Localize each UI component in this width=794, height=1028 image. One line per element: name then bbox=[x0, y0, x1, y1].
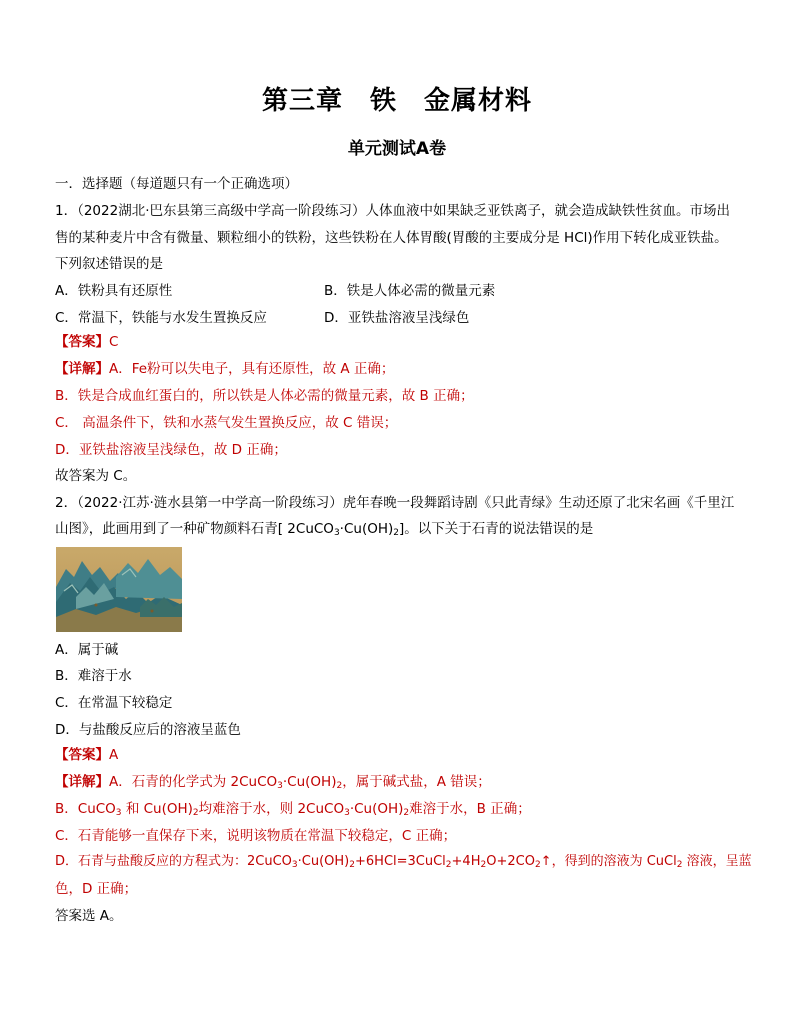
q1-detail-line1 bbox=[55, 360, 394, 378]
q2-option-d: D．与盐酸反应后的溶液呈蓝色 bbox=[55, 722, 241, 738]
text: B．CuCO bbox=[55, 801, 116, 817]
q1-stem-line3: 下列叙述错误的是 bbox=[55, 256, 163, 272]
q2-detail-line2 bbox=[55, 800, 531, 818]
subscript: 2 bbox=[349, 860, 355, 870]
page-subtitle: 单元测试A卷 bbox=[347, 139, 447, 159]
text: ↑，得到的溶液为 CuCl bbox=[540, 854, 677, 869]
subscript: 2 bbox=[445, 860, 452, 870]
text: D．石青与盐酸反应的方程式为：2CuCO bbox=[55, 854, 292, 869]
subscript: 2 bbox=[534, 860, 541, 870]
q1-option-d: D．亚铁盐溶液呈浅绿色 bbox=[324, 310, 470, 326]
text: 均难溶于水，则 2CuCO bbox=[198, 801, 345, 817]
q1-stem-line2: 售的某种麦片中含有微量、颗粒细小的铁粉，这些铁粉在人体胃酸(胃酸的主要成分是 HCl)作用下转化成亚铁盐。 bbox=[55, 230, 728, 246]
q1-detail-line4: D．亚铁盐溶液呈浅绿色，故 D 正确； bbox=[55, 442, 287, 458]
q2-detail-line3: C．石青能够一直保存下来，说明该物质在常温下较稳定，C 正确； bbox=[55, 828, 457, 844]
detail-label: 【详解】 bbox=[55, 774, 109, 790]
subscript: 2 bbox=[192, 808, 199, 818]
text: 难溶于水，B 正确； bbox=[409, 801, 531, 817]
q1-detail-line3: C． 高温条件下，铁和水蒸气发生置换反应，故 C 错误； bbox=[55, 415, 398, 431]
q1-answer bbox=[55, 333, 118, 351]
subscript: 3 bbox=[277, 781, 283, 791]
text: ·Cu(OH) bbox=[297, 854, 350, 869]
q2-option-c: C．在常温下较稳定 bbox=[55, 695, 173, 711]
subscript: 2 bbox=[403, 808, 410, 818]
landscape-painting-image bbox=[56, 547, 182, 632]
q1-conclusion: 故答案为 C。 bbox=[55, 468, 137, 484]
answer-label: 【答案】 bbox=[55, 747, 109, 763]
subscript: 2 bbox=[336, 781, 343, 791]
text: ]。以下关于石青的说法错误的是 bbox=[399, 521, 594, 537]
section-heading: 一．选择题（每道题只有一个正确选项） bbox=[55, 176, 298, 192]
text: +6HCl=3CuCl bbox=[355, 854, 446, 869]
subscript: 2 bbox=[676, 860, 683, 870]
subscript: 2 bbox=[480, 860, 487, 870]
q2-stem-line1: 2．（2022·江苏·涟水县第一中学高一阶段练习）虎年春晚一段舞蹈诗剧《只此青绿》生动还原了北宋名画《千里江 bbox=[55, 495, 735, 511]
q2-detail-line4-cont: 色，D 正确； bbox=[55, 881, 138, 897]
q1-option-a: A．铁粉具有还原性 bbox=[55, 283, 173, 299]
subscript: 3 bbox=[333, 528, 340, 538]
answer-value: A bbox=[109, 747, 119, 763]
q2-detail-line4 bbox=[55, 853, 752, 871]
q2-answer bbox=[55, 746, 118, 764]
text: 和 Cu(OH) bbox=[121, 801, 193, 817]
text: A．石青的化学式为 2CuCO bbox=[109, 774, 278, 790]
subscript: 3 bbox=[115, 808, 122, 818]
q2-detail-line1 bbox=[55, 773, 491, 791]
page-title: 第三章 铁 金属材料 bbox=[261, 86, 532, 116]
text: 溶液，呈蓝 bbox=[682, 854, 752, 869]
text: ·Cu(OH) bbox=[282, 774, 337, 790]
q2-stem-line2 bbox=[55, 520, 593, 538]
text: ，属于碱式盐，A 错误； bbox=[342, 774, 491, 790]
answer-value: C bbox=[109, 334, 119, 350]
answer-label: 【答案】 bbox=[55, 334, 109, 350]
text: ·Cu(OH) bbox=[349, 801, 404, 817]
detail-label: 【详解】 bbox=[55, 361, 109, 377]
q2-conclusion: 答案选 A。 bbox=[55, 908, 123, 924]
text: +4H bbox=[451, 854, 481, 869]
text: 山图》，此画用到了一种矿物颜料石青[ 2CuCO bbox=[55, 521, 334, 537]
detail-text: A．Fe粉可以失电子，具有还原性，故 A 正确； bbox=[109, 361, 395, 377]
subscript: 3 bbox=[291, 860, 298, 870]
text: ·Cu(OH) bbox=[339, 521, 394, 537]
subscript: 2 bbox=[393, 528, 399, 538]
subscript: 3 bbox=[344, 808, 350, 818]
q2-option-b: B．难溶于水 bbox=[55, 668, 132, 684]
q1-option-c: C．常温下，铁能与水发生置换反应 bbox=[55, 310, 267, 326]
text: O+2CO bbox=[486, 854, 535, 869]
q1-detail-line2: B．铁是合成血红蛋白的，所以铁是人体必需的微量元素，故 B 正确； bbox=[55, 388, 474, 404]
q2-option-a: A．属于碱 bbox=[55, 642, 119, 658]
landscape-painting-icon bbox=[56, 547, 182, 632]
q1-stem-line1: 1．（2022湖北·巴东县第三高级中学高一阶段练习）人体血液中如果缺乏亚铁离子，就会造成缺铁性贫血。市场出 bbox=[55, 203, 730, 219]
q1-option-b: B．铁是人体必需的微量元素 bbox=[324, 283, 496, 299]
